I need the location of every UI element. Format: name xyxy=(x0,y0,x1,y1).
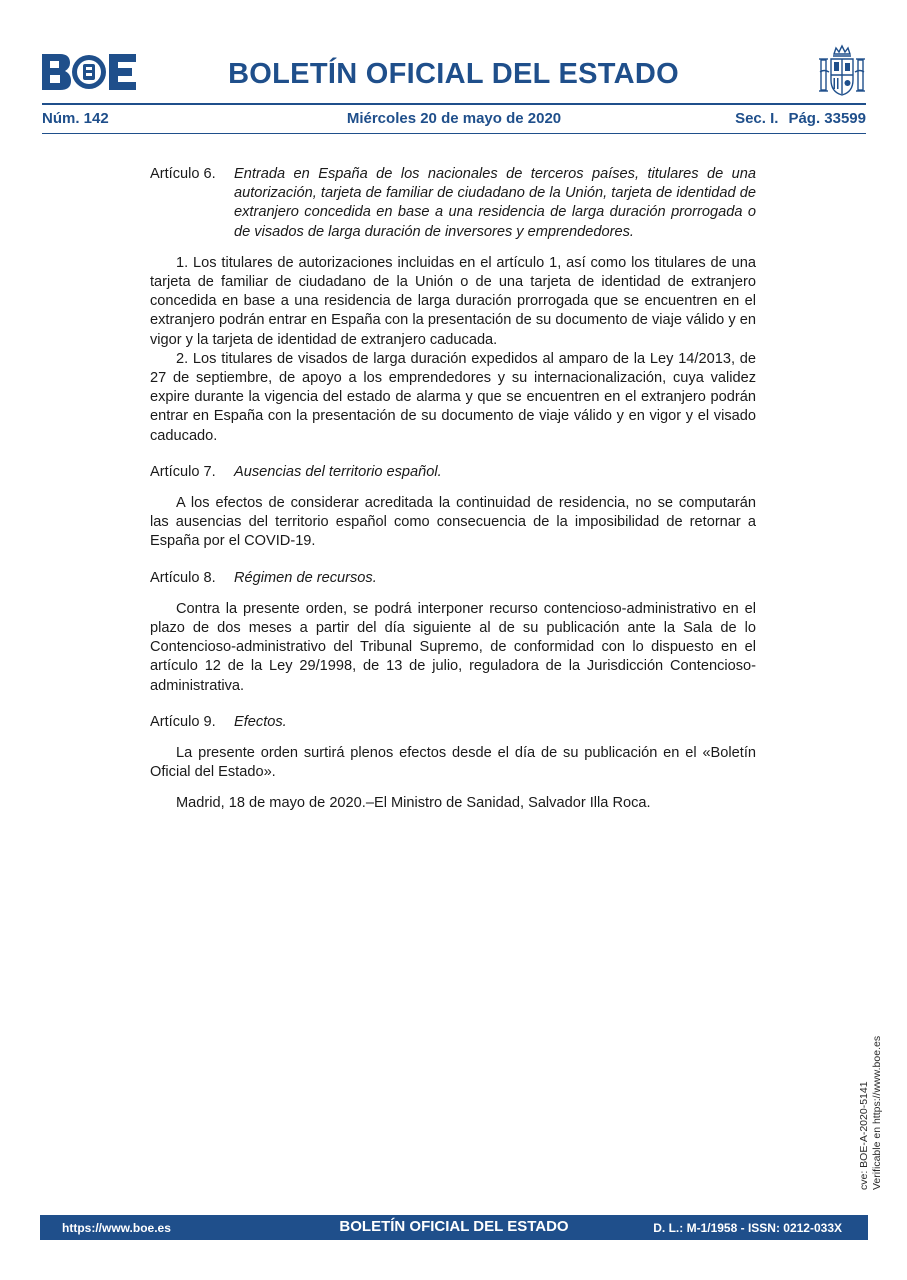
page-header xyxy=(0,0,907,140)
article-title: Régimen de recursos. xyxy=(234,569,377,586)
publication-title: BOLETÍN OFICIAL DEL ESTADO xyxy=(228,58,679,90)
article-title: Entrada en España de los nacionales de terceros países, titulares de una autorización, tarjeta de familiar de ciudadano de la Unión, tarjeta de identidad de extranjero concedida en base a una residencia de larga duración prorrogada o de visados de larga duración de inversores y emprendedores. xyxy=(234,166,756,240)
document-body xyxy=(150,165,756,814)
article-number: Artículo 6. xyxy=(150,166,216,182)
article-paragraph: A los efectos de considerar acreditada la continuidad de residencia, no se computarán las ausencias del territorio español como consecuencia de la imposibilidad de retornar a España por el COVID-19. xyxy=(150,495,756,550)
article-title: Efectos. xyxy=(234,713,287,730)
cve-code: cve: BOE-A-2020-5141 xyxy=(858,1081,870,1190)
article-paragraph: Contra la presente orden, se podrá interponer recurso contencioso-administrativo en el plazo de dos meses a partir del día siguiente al de su publicación ante la Sala de lo Contencioso-administrativo del Tribunal Supremo, de conformidad con lo dispuesto en el artículo 12 de la Ley 29/1998, de 13 de julio, reguladora de la Jurisdicción Contencioso-administrativa. xyxy=(150,600,756,694)
article-number: Artículo 9. xyxy=(150,713,216,730)
article-heading xyxy=(150,463,756,482)
footer-title: BOLETÍN OFICIAL DEL ESTADO xyxy=(339,1218,569,1235)
article-heading xyxy=(150,713,756,732)
header-divider xyxy=(42,103,866,105)
article-number: Artículo 7. xyxy=(150,463,216,480)
article-title: Ausencias del territorio español. xyxy=(234,463,442,480)
article-heading xyxy=(150,569,756,588)
article-paragraph: La presente orden surtirá plenos efectos desde el día de su publicación en el «Boletín Oficial del Estado». xyxy=(150,745,756,781)
meta-divider xyxy=(42,133,866,134)
page-footer xyxy=(40,1215,868,1240)
signature-line: Madrid, 18 de mayo de 2020.–El Ministro de Sanidad, Salvador Illa Roca. xyxy=(176,795,651,812)
article-heading xyxy=(150,165,756,242)
verification-link[interactable]: Verificable en https://www.boe.es xyxy=(870,1035,883,1190)
issue-meta-row xyxy=(42,110,866,132)
issue-date: Miércoles 20 de mayo de 2020 xyxy=(346,110,562,127)
legal-deposit-issn: D. L.: M-1/1958 - ISSN: 0212-033X xyxy=(653,1221,842,1235)
footer-url-link[interactable]: https://www.boe.es xyxy=(62,1221,171,1235)
section-label: Sec. I. xyxy=(735,110,779,127)
issue-number: Núm. 142 xyxy=(42,110,109,127)
article-paragraph: 1. Los titulares de autorizaciones incluidas en el artículo 1, así como los titulares de una tarjeta de familiar de ciudadano de la Unión o de una tarjeta de identidad de extranjero concedida en base a una residencia de larga duración prorrogada que se encuentren en el extranjero podrán entrar en España con la presentación de su documento de viaje válido y en vigor y la tarjeta de identidad de extranjero caducada. xyxy=(150,254,756,348)
section-page xyxy=(735,110,866,127)
spain-coat-of-arms-icon xyxy=(818,44,866,98)
verification-side-text xyxy=(858,990,888,1190)
article-paragraph: 2. Los titulares de visados de larga duración expedidos al amparo de la Ley 14/2013, de 27 de septiembre, de apoyo a los emprendedores y su internacionalización, cuya validez expire durante la vigencia del estado de alarma y que se encuentren en el extranjero podrán entrar en España con la presentación de su documento de viaje válido y en vigor y el visado caducado. xyxy=(150,350,756,444)
boe-logo-icon xyxy=(42,54,136,90)
page-number: Pág. 33599 xyxy=(788,110,866,127)
article-number: Artículo 8. xyxy=(150,569,216,586)
